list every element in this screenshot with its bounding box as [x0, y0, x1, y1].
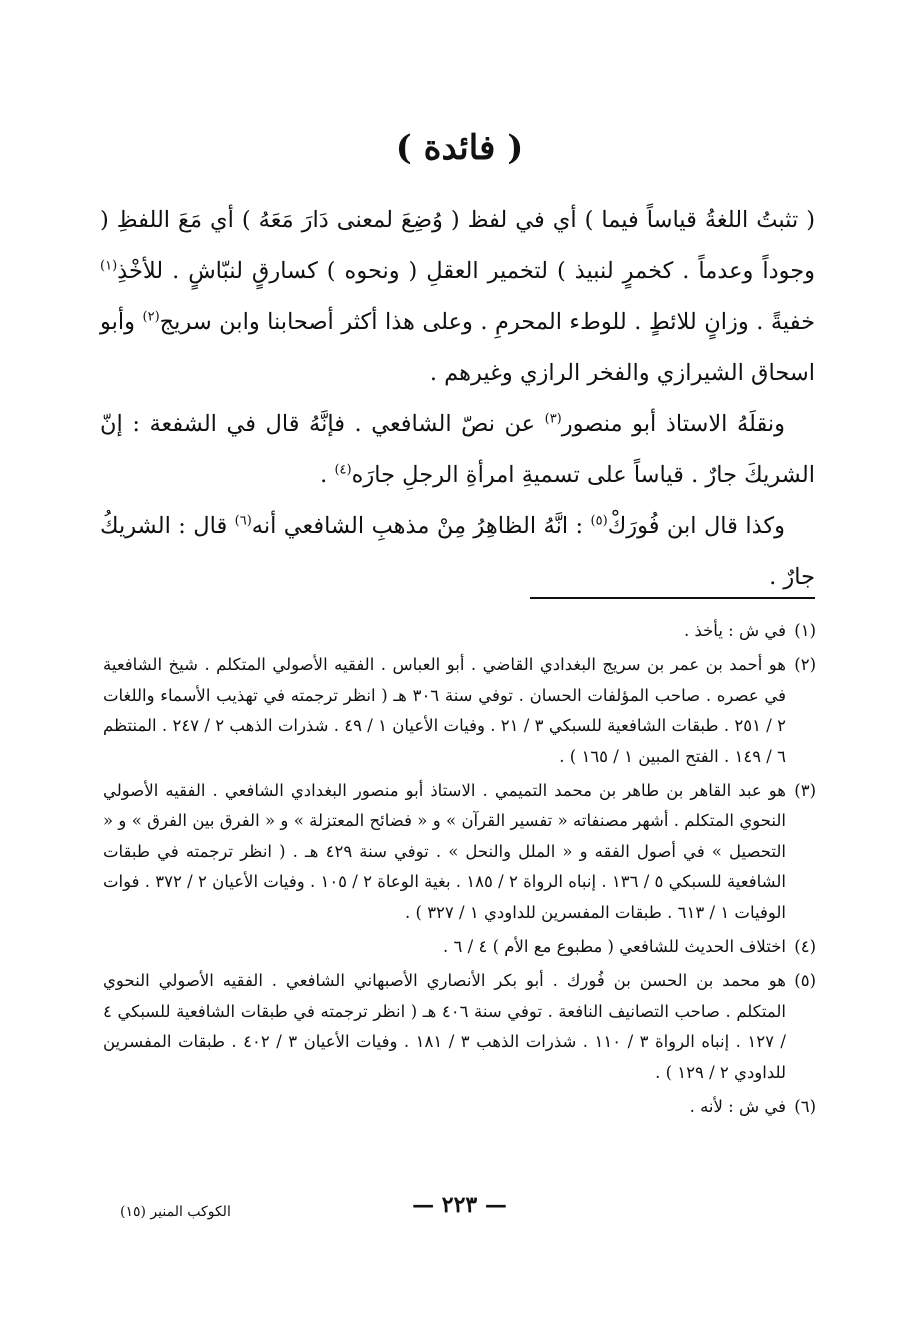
footnote-3 — [103, 776, 816, 928]
footnote-ref-4: (٤) — [334, 462, 352, 478]
paragraph-1-part-b: خفيةً . وزانٍ للائطٍ . للوطء المحرمِ . وعلى هذا أكثر أصحابنا وابن سريج — [159, 309, 816, 335]
footnote-text: هو محمد بن الحسن بن فُورك . أبو بكر الأنصاري الأصبهاني الشافعي . الفقيه الأصولي النحوي المتكلم . صاحب التصانيف النافعة . توفي سنة ٤٠٦ هـ ( انظر ترجمته في طبقات الشافعية للسبكي ٤ / ١٢٧ . إنباه الرواة ٣ / ١١٠ . شذرات الذهب ٣ / ١٨١ . وفيات الأعيان ٣ / ٤٠٢ . طبقات المفسرين للداودي ٢ / ١٢٩ ) . — [103, 971, 787, 1082]
footnote-ref-1: (١) — [100, 258, 118, 274]
paragraph-2 — [100, 399, 815, 501]
page-footer — [0, 1192, 919, 1228]
footnote-2 — [103, 650, 816, 772]
paragraph-2-part-b: عن نصّ الشافعي . فإنَّهُ قال في الشفعة : إنّ الشريكَ جارٌ . قياساً على تسميةِ امرأةِ الرجلِ جارَه — [100, 411, 815, 488]
footnote-1 — [103, 616, 816, 646]
footnote-text: اختلاف الحديث للشافعي ( مطبوع مع الأم ) ٤ / ٦ . — [443, 937, 786, 957]
footnotes — [103, 616, 816, 1127]
footnote-6 — [103, 1092, 816, 1122]
footnote-ref-6: (٦) — [234, 513, 252, 529]
footnote-number: (٣) — [794, 781, 816, 801]
paragraph-3-part-b: : انَّهُ الظاهِرُ مِنْ مذهبِ الشافعي أنه — [251, 513, 591, 539]
footnote-ref-3: (٣) — [544, 411, 562, 427]
book-source-label: الكوكب المنير (١٥) — [120, 1204, 231, 1220]
paragraph-3-part-a: وكذا قال ابن فُورَكْ — [607, 513, 785, 539]
footnote-divider — [530, 597, 815, 599]
footnote-number: (٦) — [794, 1097, 816, 1117]
footnote-text: هو أحمد بن عمر بن سريج البغدادي القاضي . أبو العباس . الفقيه الأصولي المتكلم . شيخ الشافعية في عصره . صاحب المؤلفات الحسان . توفي سنة ٣٠٦ هـ ( انظر ترجمته في تهذيب الأسماء واللغات ٢ / ٢٥١ . طبقات الشافعية للسبكي ٣ / ٢١ . وفيات الأعيان ١ / ٤٩ . شذرات الذهب ٢ / ٢٤٧ . المنتظم ٦ / ١٤٩ . الفتح المبين ١ / ١٦٥ ) . — [103, 655, 786, 766]
footnote-text: في ش : يأخذ . — [683, 621, 786, 640]
footnote-5 — [103, 966, 816, 1088]
footnote-number: (٢) — [794, 655, 816, 675]
footnote-number: (٥) — [794, 971, 816, 991]
paragraph-3 — [100, 501, 815, 603]
footnote-text: هو عبد القاهر بن طاهر بن محمد التميمي . الاستاذ أبو منصور البغدادي الشافعي . الفقيه الأصولي النحوي المتكلم . أشهر مصنفاته « تفسير القرآن » و « فضائح المعتزلة » و « الفرق بين الفرق » و « التحصيل » في أصول الفقه و « الملل والنحل » . توفي سنة ٤٢٩ هـ . ( انظر ترجمته في طبقات الشافعية للسبكي ٥ / ١٣٦ . إنباه الرواة ٢ / ١٨٥ . بغية الوعاة ٢ / ١٠٥ . وفيات الأعيان ٢ / ٣٧٢ . فوات الوفيات ١ / ٦١٣ . طبقات المفسرين للداودي ١ / ٣٢٧ ) . — [103, 781, 787, 922]
paragraph-1-part-c: وأبو اسحاق الشيرازي والفخر الرازي وغيرهم . — [100, 309, 815, 386]
page-number: — ٢٢٣ — — [412, 1192, 507, 1218]
paragraph-1 — [100, 195, 815, 399]
footnote-ref-2: (٢) — [142, 309, 160, 325]
paragraph-2-part-c: . — [320, 462, 335, 488]
main-text — [100, 195, 815, 603]
footnote-ref-5: (٥) — [590, 513, 608, 529]
footnote-number: (٤) — [794, 937, 816, 957]
paragraph-3-part-c: قال : الشريكُ جارٌ . — [100, 513, 815, 590]
footnote-4 — [103, 932, 816, 962]
paragraph-1-part-a: ( تثبتُ اللغةُ قياساً فيما ) أي في لفظ ( وُضِعَ لمعنى دَارَ مَعَهُ ) أي مَعَ اللفظِ ( وجوداً وعدماً . كخمرٍ لنبيذ ) لتخمير العقلِ ( ونحوه ) كسارقٍ لنبّاشٍ . للأخْذِ — [100, 207, 815, 284]
footnote-text: في ش : لأنه . — [689, 1097, 786, 1117]
paragraph-2-part-a: ونقلَهُ الاستاذ أبو منصور — [561, 411, 785, 437]
footnote-number: (١) — [794, 621, 816, 640]
section-title: ( فائدة ) — [395, 128, 524, 168]
